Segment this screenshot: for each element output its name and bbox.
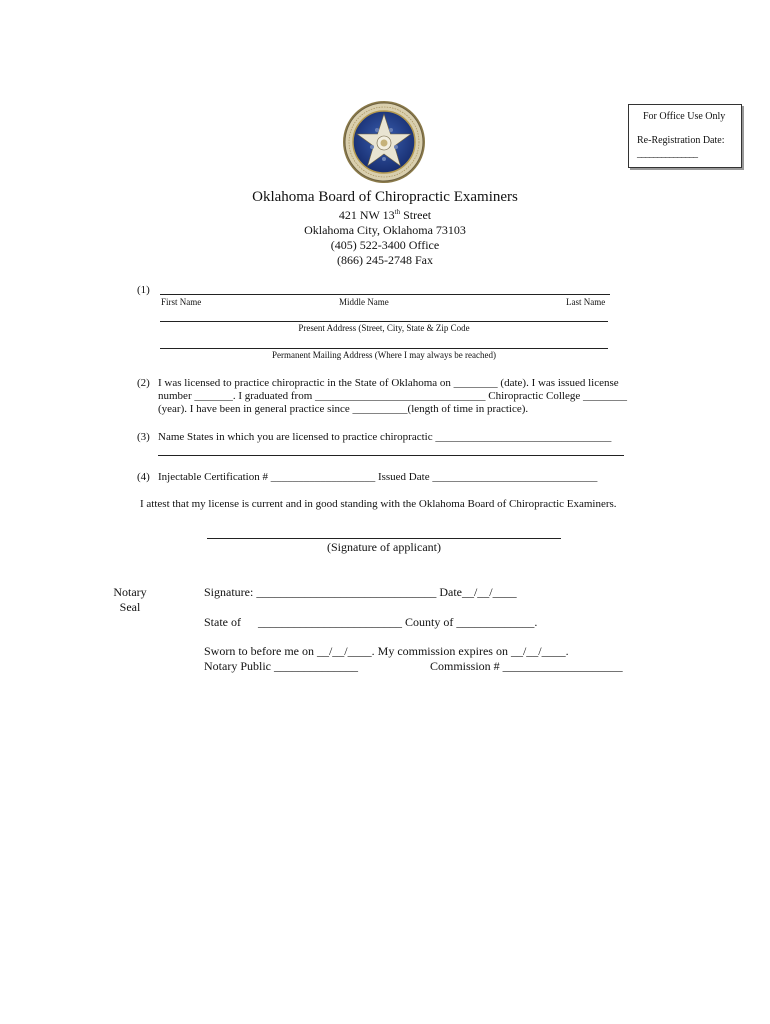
last-name-label: Last Name — [566, 297, 606, 307]
section-4-line-1: Injectable Certification # ___________________ Issued Date ______________________________ — [158, 471, 598, 483]
section-2-line-2: number _______. I graduated from _______________________________ Chiropractic College ________ — [158, 390, 627, 402]
attestation-statement: I attest that my license is current and in good standing with the Oklahoma Board of Chiropractic Examiners. — [140, 498, 617, 510]
applicant-signature-label: (Signature of applicant) — [327, 540, 441, 554]
mailing-address-line[interactable] — [160, 348, 608, 349]
name-field-line[interactable] — [160, 294, 610, 295]
section-3-extra-line[interactable] — [158, 455, 624, 456]
section-3-line-1: Name States in which you are licensed to practice chiropractic ________________________________ — [158, 431, 612, 443]
present-address-label: Present Address (Street, City, State & Zip Code — [298, 323, 470, 333]
notary-seal-label-2: Seal — [119, 600, 141, 614]
section-1-number: (1) — [137, 284, 150, 296]
first-name-label: First Name — [161, 297, 202, 307]
section-2-number: (2) — [137, 377, 150, 389]
notary-commission-line: Commission # ____________________ — [430, 659, 623, 673]
office-phone: (405) 522-3400 Office — [330, 238, 440, 252]
notary-signature-line: Signature: ______________________________ Date__/__/____ — [204, 585, 517, 599]
section-3-number: (3) — [137, 431, 150, 443]
office-use-heading: For Office Use Only — [643, 111, 726, 122]
notary-state-label: State of — [204, 615, 241, 629]
notary-sworn-line: Sworn to before me on __/__/____. My commission expires on __/__/____. — [204, 644, 569, 658]
street-address-number: 421 NW 13 — [338, 208, 395, 222]
reregistration-date-blank: _______________ — [637, 148, 697, 159]
board-title: Oklahoma Board of Chiropractic Examiners — [252, 189, 518, 205]
notary-state-county-line: ________________________ County of _____________. — [258, 615, 538, 629]
section-4-number: (4) — [137, 471, 150, 483]
mailing-address-label: Permanent Mailing Address (Where I may always be reached) — [272, 350, 496, 360]
section-2-line-1: I was licensed to practice chiropractic in the State of Oklahoma on ________ (date). I was issued license — [158, 377, 619, 389]
office-use-box — [628, 104, 742, 168]
city-address: Oklahoma City, Oklahoma 73103 — [304, 223, 466, 237]
oklahoma-state-seal-icon — [342, 100, 426, 184]
notary-public-line: Notary Public ______________ — [204, 659, 358, 673]
street-address-suffix: th — [394, 208, 401, 216]
reregistration-date-label: Re-Registration Date: — [637, 135, 725, 146]
street-address-street: Street — [400, 208, 432, 222]
present-address-line[interactable] — [160, 321, 608, 322]
section-2-line-3: (year). I have been in general practice since __________(length of time in practice). — [158, 403, 529, 415]
street-address — [0, 208, 770, 223]
applicant-signature-line[interactable] — [207, 538, 561, 539]
middle-name-label: Middle Name — [339, 297, 389, 307]
notary-seal-label-1: Notary — [113, 585, 147, 599]
fax-number: (866) 245-2748 Fax — [337, 253, 433, 267]
